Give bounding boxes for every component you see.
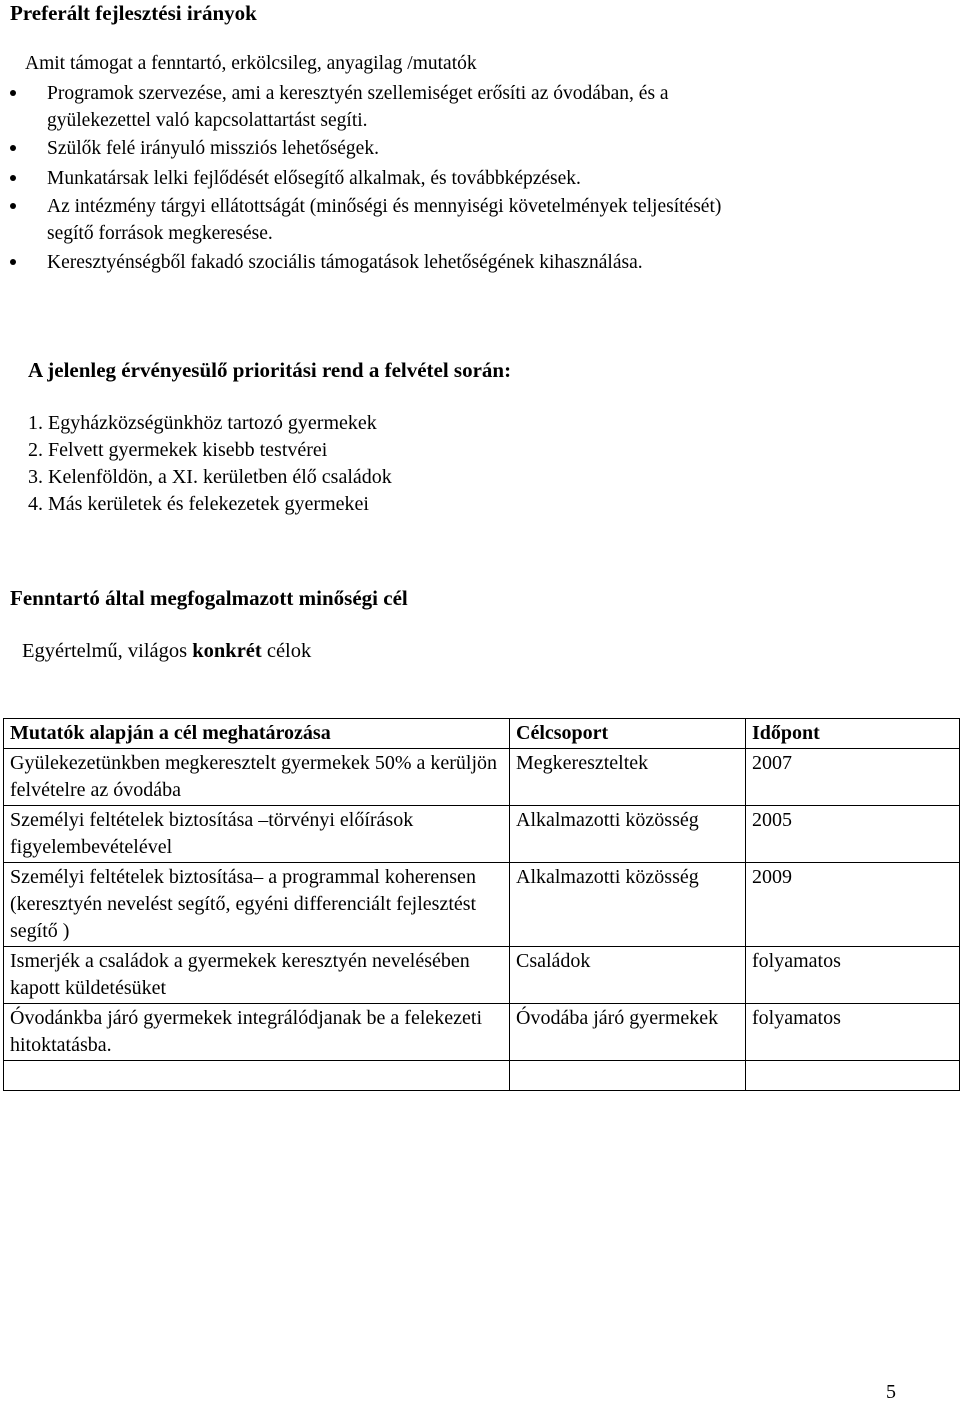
- page-number: 5: [886, 1381, 896, 1403]
- table-cell: Megkereszteltek: [510, 749, 746, 806]
- bullet-icon: [10, 175, 16, 181]
- bullet-icon: [10, 259, 16, 265]
- table-header-cell: Célcsoport: [510, 719, 746, 749]
- table-header-cell: Mutatók alapján a cél meghatározása: [4, 719, 510, 749]
- table-cell: Személyi feltételek biztosítása –törvényi előírások figyelembevételével: [4, 806, 510, 863]
- table-cell: Óvodába járó gyermekek: [510, 1004, 746, 1061]
- list-item-text-line: Programok szervezése, ami a keresztyén szellemiséget erősíti az óvodában, és a: [47, 83, 669, 104]
- section-title-priority-order: A jelenleg érvényesülő prioritási rend a felvétel során:: [28, 358, 512, 382]
- list-item-text-line: Keresztyénségből fakadó szociális támogatások lehetőségének kihasználása.: [47, 252, 643, 273]
- subtitle-text: Egyértelmű, világos: [22, 640, 193, 662]
- bullet-icon: [10, 145, 16, 151]
- section-intro: Amit támogat a fenntartó, erkölcsileg, anyagilag /mutatók: [25, 53, 477, 74]
- section-title-quality-goal: Fenntartó által megfogalmazott minőségi cél: [10, 586, 408, 610]
- list-item-text-line: gyülekezettel való kapcsolattartást segíti.: [47, 110, 368, 131]
- bullet-icon: [10, 203, 16, 209]
- table-cell: [510, 1061, 746, 1091]
- table-row: [4, 947, 960, 1004]
- table-cell: Családok: [510, 947, 746, 1004]
- subtitle-text: célok: [261, 640, 312, 662]
- table-cell: [4, 1061, 510, 1091]
- bullet-icon: [10, 90, 16, 96]
- list-item-text-line: Az intézmény tárgyi ellátottságát (minőségi és mennyiségi követelmények teljesítését): [47, 196, 722, 217]
- table-row: [4, 1004, 960, 1061]
- list-item-text-line: segítő források megkeresése.: [47, 223, 273, 244]
- table-row: [4, 806, 960, 863]
- table-cell: folyamatos: [746, 1004, 960, 1061]
- table-cell: Gyülekezetünkben megkeresztelt gyermekek 50% a kerüljön felvételre az óvodába: [4, 749, 510, 806]
- list-item-text-line: Munkatársak lelki fejlődését elősegítő alkalmak, és továbbképzések.: [47, 168, 581, 189]
- table-cell: Óvodánkba járó gyermekek integrálódjanak be a felekezeti hitoktatásba.: [4, 1004, 510, 1061]
- table-row: [4, 749, 960, 806]
- table-cell: 2005: [746, 806, 960, 863]
- subtitle-bold-text: konkrét: [192, 640, 262, 662]
- list-item-text-line: Szülők felé irányuló missziós lehetőségek.: [47, 138, 379, 159]
- section-title-preferred-directions: Preferált fejlesztési irányok: [10, 1, 257, 25]
- table-row: [4, 863, 960, 947]
- numbered-item: 2. Felvett gyermekek kisebb testvérei: [28, 439, 328, 461]
- goals-table: [3, 718, 960, 1091]
- numbered-item: 1. Egyházközségünkhöz tartozó gyermekek: [28, 412, 377, 434]
- table-header-row: [4, 719, 960, 749]
- table-cell: 2007: [746, 749, 960, 806]
- table-cell: Ismerjék a családok a gyermekek keresztyén nevelésében kapott küldetésüket: [4, 947, 510, 1004]
- section-subtitle: [22, 638, 311, 664]
- table-cell: folyamatos: [746, 947, 960, 1004]
- table-cell: [746, 1061, 960, 1091]
- numbered-item: 4. Más kerületek és felekezetek gyermekei: [28, 493, 369, 515]
- table-cell: 2009: [746, 863, 960, 947]
- table-row-empty: [4, 1061, 960, 1091]
- table-cell: Alkalmazotti közösség: [510, 806, 746, 863]
- numbered-item: 3. Kelenföldön, a XI. kerületben élő családok: [28, 466, 392, 488]
- table-cell: Alkalmazotti közösség: [510, 863, 746, 947]
- table-header-cell: Időpont: [746, 719, 960, 749]
- table-cell: Személyi feltételek biztosítása– a programmal koherensen (keresztyén nevelést segítő, egyéni differenciált fejlesztést segítő ): [4, 863, 510, 947]
